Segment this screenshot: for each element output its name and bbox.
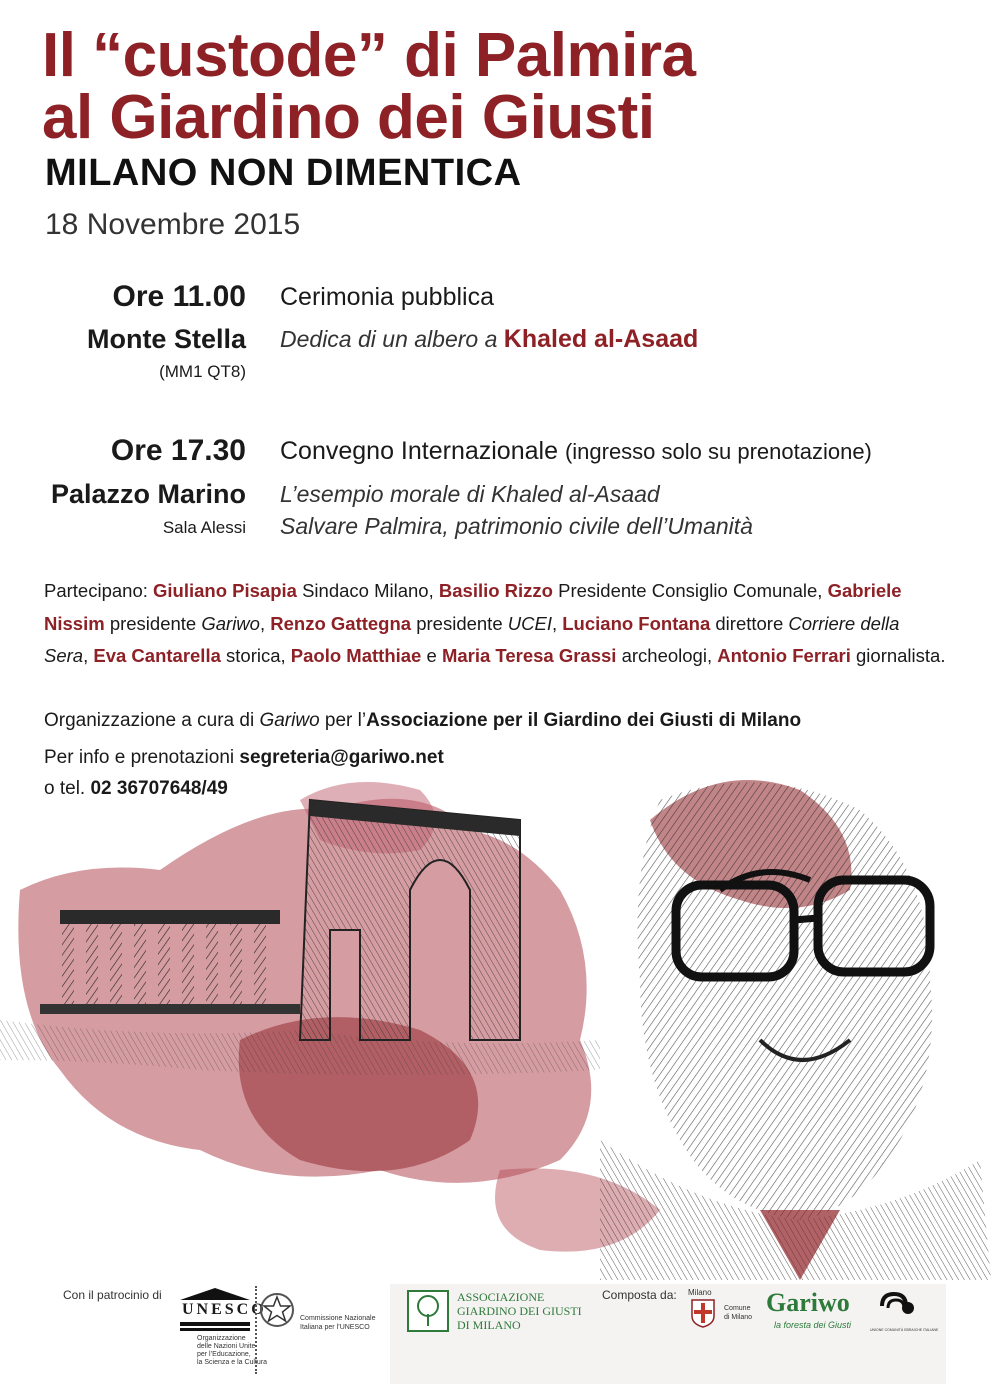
unesco-wordmark: UNESCO bbox=[182, 1301, 267, 1318]
participant-name: Eva Cantarella bbox=[93, 645, 221, 666]
comune-label bbox=[724, 1304, 752, 1322]
participant-role: presidente bbox=[109, 612, 197, 634]
participant-org: Corriere della Sera bbox=[44, 612, 900, 666]
participant-role: direttore bbox=[715, 612, 784, 634]
patronage-label: Con il patrocinio di bbox=[63, 1288, 162, 1302]
title-line-1: Il “custode” di Palmira bbox=[42, 21, 696, 90]
gariwo-logo: Gariwo bbox=[766, 1288, 850, 1317]
event2-desc-2: Salvare Palmira, patrimonio civile dell’Umanità bbox=[280, 513, 753, 539]
comune-line: di Milano bbox=[724, 1314, 753, 1321]
association-line: ASSOCIAZIONE bbox=[457, 1290, 545, 1304]
commission-line: Italiana per l’UNESCO bbox=[300, 1324, 370, 1331]
milano-label: Milano bbox=[688, 1288, 712, 1297]
participant-role: Sindaco Milano, bbox=[302, 580, 434, 601]
info-email-link[interactable]: segreteria@gariwo.net bbox=[239, 747, 444, 768]
participant-name: Maria Teresa Grassi bbox=[441, 645, 617, 666]
participants-intro: Partecipano: bbox=[44, 580, 148, 601]
association-line: DI MILANO bbox=[457, 1318, 521, 1332]
palmyra-portrait-illustration bbox=[0, 740, 991, 1280]
participant-name: Renzo Gattegna bbox=[270, 612, 412, 634]
event2-title-note: (ingresso solo su prenotazione) bbox=[564, 439, 872, 464]
participant-name: Basilio Rizzo bbox=[438, 580, 553, 601]
participant-role: giornalista. bbox=[856, 645, 946, 666]
event1-description bbox=[280, 325, 698, 354]
unesco-caption-line: delle Nazioni Unite bbox=[197, 1343, 256, 1350]
info-prefix: Per info e prenotazioni bbox=[44, 747, 235, 768]
ucei-caption: UNIONE COMUNITÀ EBRAICHE ITALIANE bbox=[870, 1328, 939, 1332]
event2-place: Palazzo Marino bbox=[50, 479, 246, 509]
participant-role: archeologi, bbox=[621, 645, 713, 666]
participant-name: Paolo Matthiae bbox=[290, 645, 422, 666]
info-phone: 02 36707648/49 bbox=[90, 778, 228, 799]
participant-role: presidente bbox=[416, 612, 503, 634]
sponsors-footer bbox=[0, 1280, 991, 1400]
event1-place-detail: (MM1 QT8) bbox=[159, 362, 246, 381]
unesco-logo bbox=[178, 1286, 267, 1332]
italian-republic-emblem-icon bbox=[258, 1290, 296, 1330]
participant-org: UCEI bbox=[507, 612, 552, 634]
event2-title-main: Convegno Internazionale bbox=[280, 437, 558, 465]
event2-place-detail: Sala Alessi bbox=[162, 518, 246, 537]
title-line-2: al Giardino dei Giusti bbox=[42, 83, 655, 152]
event1-time: Ore 11.00 bbox=[112, 280, 246, 313]
participant-role: Presidente Consiglio Comunale, bbox=[558, 580, 823, 601]
giardino-giusti-tree-icon bbox=[407, 1290, 449, 1332]
event1-title: Cerimonia pubblica bbox=[280, 283, 495, 311]
unesco-caption-line: Organizzazione bbox=[197, 1335, 246, 1342]
ucei-logo-icon bbox=[878, 1290, 918, 1320]
unesco-caption-line: la Scienza e la Cultura bbox=[197, 1359, 268, 1366]
composed-label: Composta da: bbox=[602, 1288, 677, 1302]
event1-desc-prefix: Dedica di un albero a bbox=[280, 326, 498, 352]
participant-conjunction: e bbox=[426, 645, 437, 666]
divider bbox=[255, 1286, 257, 1374]
event1-place: Monte Stella bbox=[86, 324, 246, 354]
organization-prefix: Organizzazione a cura di bbox=[44, 710, 255, 731]
association-line: GIARDINO DEI GIUSTI bbox=[457, 1304, 582, 1318]
gariwo-tagline: la foresta dei Giusti bbox=[774, 1320, 852, 1330]
event2-desc-1: L’esempio morale di Khaled al-Asaad bbox=[280, 481, 660, 507]
event1-honoree: Khaled al-Asaad bbox=[503, 325, 699, 353]
association-name bbox=[457, 1290, 582, 1332]
unesco-commission bbox=[300, 1314, 375, 1332]
participant-role: storica, bbox=[226, 645, 286, 666]
organization-middle: per l’ bbox=[324, 710, 367, 731]
participant-name: Antonio Ferrari bbox=[717, 645, 851, 666]
event2-title bbox=[280, 437, 872, 466]
commission-line: Commissione Nazionale bbox=[300, 1315, 376, 1322]
participant-org: Gariwo bbox=[201, 612, 260, 634]
comune-line: Comune bbox=[724, 1305, 751, 1312]
tel-prefix: o tel. bbox=[44, 778, 86, 799]
event2-time: Ore 17.30 bbox=[110, 434, 246, 467]
organization-association: Associazione per il Giardino dei Giusti di Milano bbox=[366, 710, 802, 731]
participants-paragraph: Partecipano: Giuliano Pisapia Sindaco Milano, Basilio Rizzo Presidente Consiglio Comunale, Gabriele Nissim presidente Gariwo, Renzo Gattegna presidente UCEI, Luciano Fontana direttore Corriere della Sera, Eva Cantarella storica, Paolo Matthiae e Maria Teresa Grassi archeologi, Antonio Ferrari giornalista. bbox=[44, 580, 946, 666]
participant-name: Giuliano Pisapia bbox=[153, 580, 297, 601]
milano-coat-of-arms-icon bbox=[690, 1298, 716, 1328]
portrait-khaled-al-asaad bbox=[600, 782, 991, 1280]
event-date: 18 Novembre 2015 bbox=[45, 208, 301, 241]
organization-gariwo: Gariwo bbox=[259, 710, 320, 731]
unesco-caption-line: per l’Educazione, bbox=[197, 1351, 251, 1358]
subtitle: MILANO NON DIMENTICA bbox=[45, 152, 522, 194]
organization-line bbox=[44, 710, 801, 732]
participant-name: Gabriele Nissim bbox=[44, 580, 902, 634]
participant-name: Luciano Fontana bbox=[562, 612, 711, 634]
